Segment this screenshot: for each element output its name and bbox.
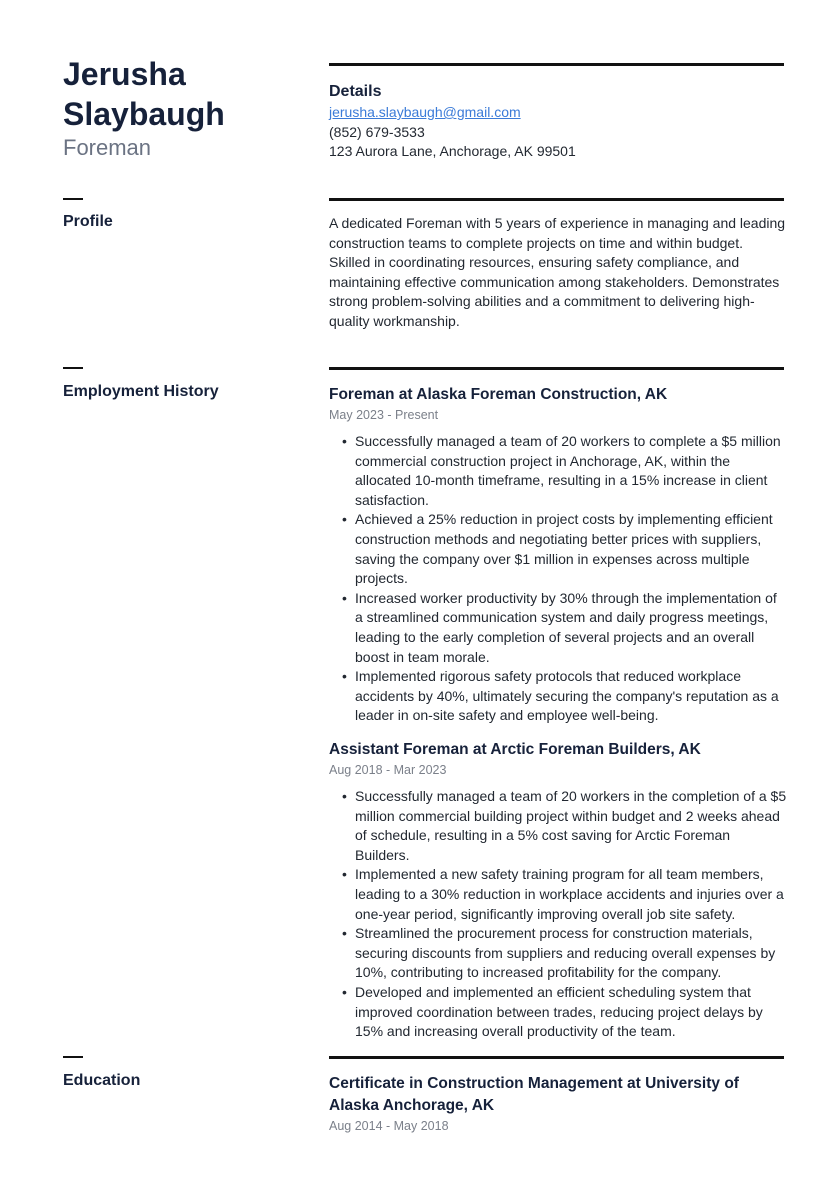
employment-heading: Employment History	[63, 383, 219, 400]
education-divider	[329, 1056, 784, 1059]
job-dates: Aug 2018 - Mar 2023	[329, 763, 447, 777]
list-item: • Implemented rigorous safety protocols that reduced workplace accidents by 40%, ultimately securing the company's reputation as a leader in on-site safety and employee well-being.	[329, 667, 787, 726]
education-heading: Education	[63, 1072, 141, 1089]
education-dash	[63, 1056, 83, 1058]
job-title: Assistant Foreman at Arctic Foreman Builders, AK	[329, 741, 701, 758]
details-heading: Details	[329, 83, 382, 100]
job-bullet-list	[329, 432, 787, 726]
education-entry	[329, 1073, 787, 1143]
profile-heading: Profile	[63, 213, 113, 230]
list-item: • Successfully managed a team of 20 workers in the completion of a $5 million commercial building project within budget and 2 weeks ahead of schedule, resulting in a 5% cost saving for Arctic Foreman Builders.	[329, 787, 787, 865]
list-item: • Developed and implemented an efficient scheduling system that improved coordination between trades, reducing project delays by 15% and increasing overall productivity of the team.	[329, 983, 787, 1042]
profile-text: A dedicated Foreman with 5 years of experience in managing and leading construction teams to complete projects on time and within budget. Skilled in coordinating resources, ensuring safety compliance, and maintaining effective communication among stakeholders. Demonstrates strong problem-solving abilities and a commitment to delivering high-quality workmanship.	[329, 215, 786, 329]
list-item: • Increased worker productivity by 30% through the implementation of a streamlined communication system and daily progress meetings, leading to the early completion of several projects and an overall boost in team morale.	[329, 589, 787, 667]
education-dates: Aug 2014 - May 2018	[329, 1119, 449, 1133]
details-section	[329, 81, 787, 162]
education-title: Certificate in Construction Management at University of Alaska Anchorage, AK	[329, 1075, 739, 1114]
job-dates: May 2023 - Present	[329, 408, 439, 422]
job-title: Foreman at Alaska Foreman Construction, AK	[329, 386, 668, 403]
list-item: • Streamlined the procurement process for construction materials, securing discounts from suppliers and reducing overall expenses by 10%, contributing to increased profitability for the company.	[329, 924, 787, 983]
candidate-name	[63, 54, 313, 134]
profile-dash	[63, 198, 83, 200]
email-link[interactable]: jerusha.slaybaugh@gmail.com	[329, 104, 521, 120]
list-item: • Implemented a new safety training program for all team members, leading to a 30% reduction in workplace accidents and injuries over a one-year period, significantly improving overall job site safety.	[329, 865, 787, 924]
profile-divider	[329, 198, 784, 201]
job-entry	[329, 739, 787, 1042]
employment-divider	[329, 367, 784, 370]
employment-dash	[63, 367, 83, 369]
address: 123 Aurora Lane, Anchorage, AK 99501	[329, 143, 576, 159]
phone-number: (852) 679-3533	[329, 123, 425, 140]
first-name: Jerusha	[63, 56, 186, 92]
job-entry	[329, 384, 787, 726]
list-item: • Successfully managed a team of 20 workers to complete a $5 million commercial construction project in Anchorage, AK, within the allocated 10-month timeframe, resulting in a 15% increase in client satisfaction.	[329, 432, 787, 510]
candidate-title: Foreman	[63, 135, 152, 160]
details-divider	[329, 63, 784, 66]
last-name: Slaybaugh	[63, 96, 225, 132]
list-item: • Achieved a 25% reduction in project costs by implementing efficient construction methods and negotiating better prices with suppliers, saving the company over $1 million in expenses across multiple projects.	[329, 510, 787, 588]
job-bullet-list	[329, 787, 787, 1042]
